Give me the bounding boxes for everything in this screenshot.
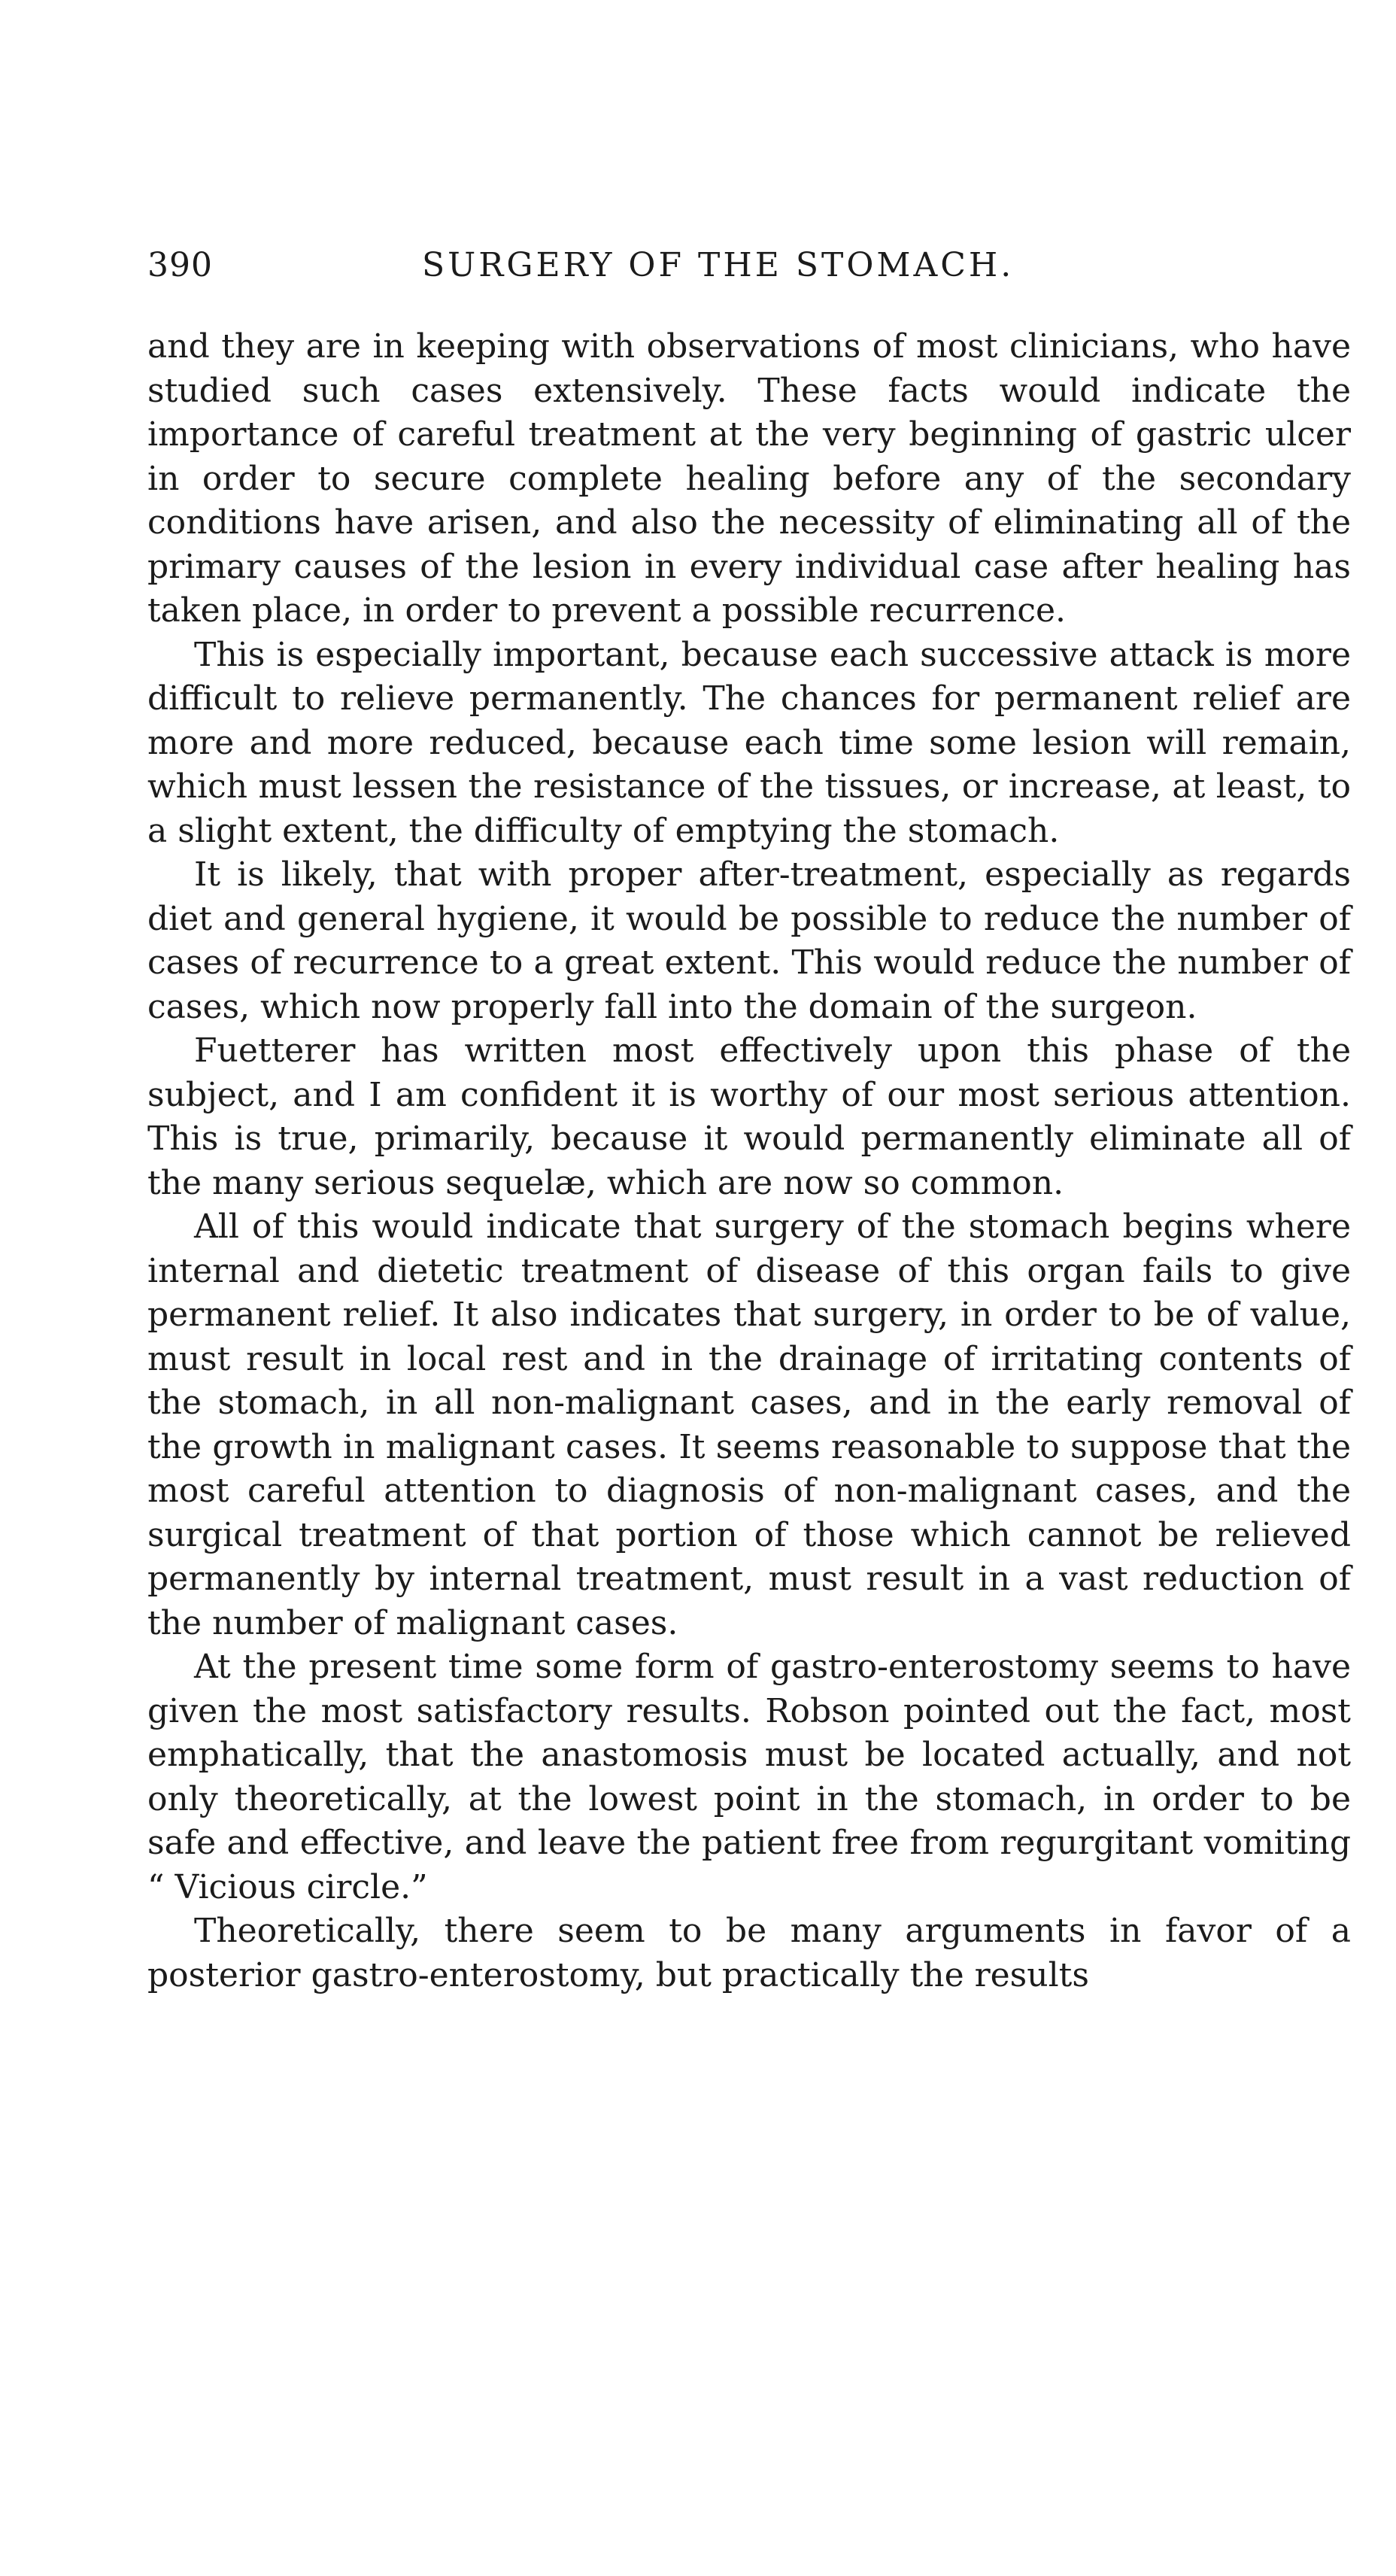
- paragraph-after-treatment: It is likely, that with proper after-treatment, especially as regards diet and general hygiene, it would be possible to reduce the number of cases of recurrence to a great extent. This would reduce the number of cases, which now properly fall into the domain of the surgeon.: [147, 855, 1351, 1026]
- running-title: SURGERY OF THE STOMACH.: [422, 246, 1015, 284]
- paragraph-successive-attack: This is especially important, because each successive attack is more difficult to relieve permanently. The chances for permanent relief are more and more reduced, because each time some lesion will remain, which must lessen the resistance of the tissues, or increase, at least, to a slight extent, the difficulty of emptying the stomach.: [147, 635, 1351, 850]
- page-number: 390: [147, 246, 213, 284]
- paragraph-gastro-enterostomy: At the present time some form of gastro-enterostomy seems to have given the most satisfactory results. Robson pointed out the fact, most emphatically, that the anastomosis must be located actually, and not only theoretically, at the lowest point in the stomach, in order to be safe and effective, and leave the patient free from regurgitant vomiting “ Vicious circle.”: [147, 1648, 1351, 1906]
- paragraph-theoretically: Theoretically, there seem to be many arguments in favor of a posterior gastro-enterostomy, but practically the results: [147, 1912, 1351, 1994]
- paragraph-continuation: and they are in keeping with observations of most clinicians, who have studied such cases extensively. These facts would indicate the importance of careful treatment at the very beginning of gastric ulcer in order to secure complete healing before any of the secondary conditions have arisen, and also the necessity of eliminating all of the primary causes of the lesion in every individual case after healing has taken place, in order to prevent a possible recurrence.: [147, 327, 1351, 630]
- paragraph-fuetterer: Fuetterer has written most effectively upon this phase of the subject, and I am confident it is worthy of our most serious attention. This is true, primarily, because it would permanently eliminate all of the many serious sequelæ, which are now so common.: [147, 1031, 1351, 1202]
- body-text: [147, 325, 1351, 1997]
- running-head: [147, 239, 1351, 292]
- paragraph-surgery-begins: All of this would indicate that surgery of the stomach begins where internal and dietetic treatment of disease of this organ fails to give permanent relief. It also indicates that surgery, in order to be of value, must result in local rest and in the drainage of irritating contents of the stomach, in all non-malignant cases, and in the early removal of the growth in malignant cases. It seems reasonable to suppose that the most careful attention to diagnosis of non-malignant cases, and the surgical treatment of that portion of those which cannot be relieved permanently by internal treatment, must result in a vast reduction of the number of malignant cases.: [147, 1208, 1351, 1642]
